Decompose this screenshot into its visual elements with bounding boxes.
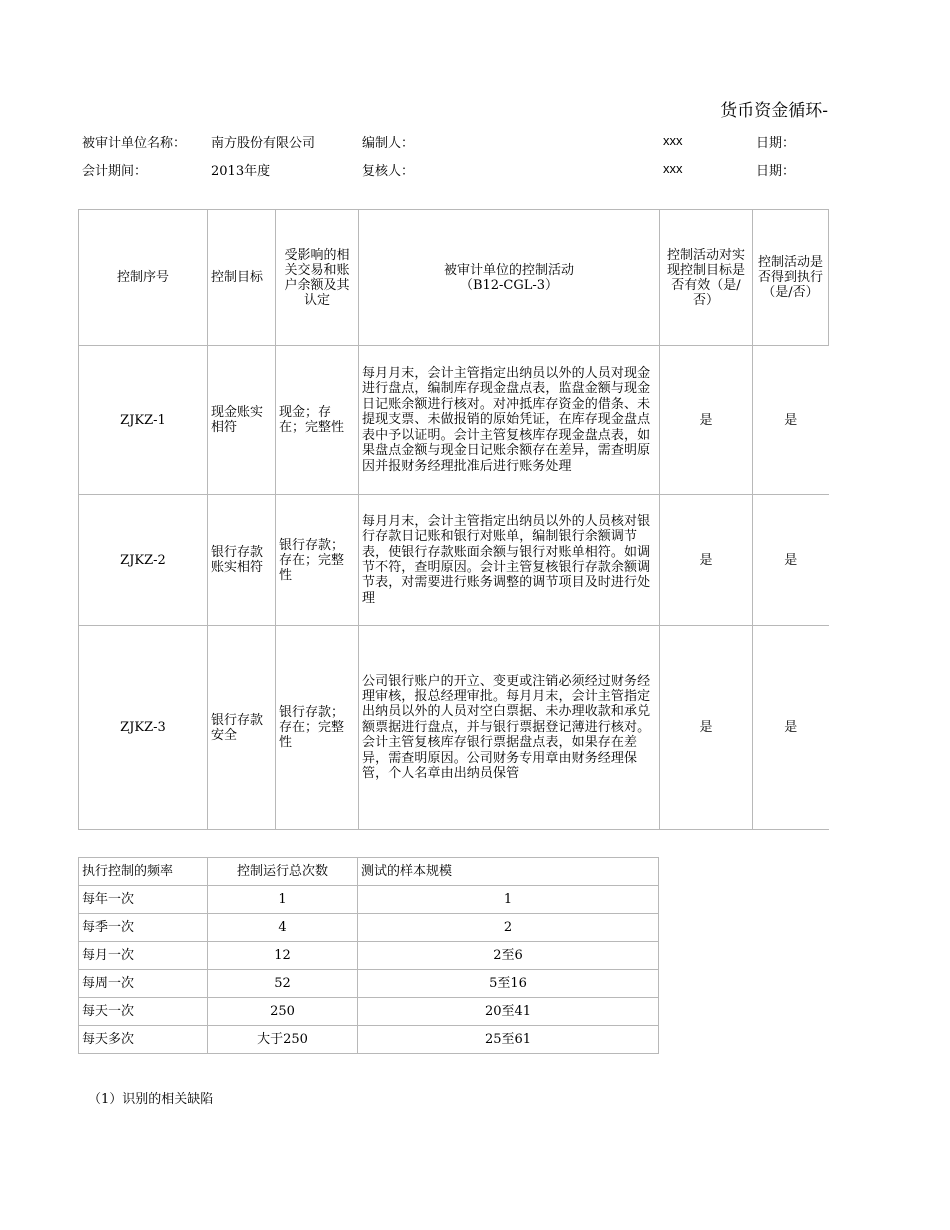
row-activity: 每月月末，会计主管指定出纳员以外的人员核对银行存款日记账和银行对账单，编制银行余额调节表，使银行存款账面余额与银行对账单相符。如调节不符，查明原因。会计主管复核银行存款余额调节表，对需要进行账务调整的调节项目及时进行处理 [359, 495, 660, 626]
freq-count: 250 [208, 998, 358, 1026]
freq-frequency: 每周一次 [79, 970, 208, 998]
freq-frequency: 每季一次 [79, 914, 208, 942]
row-seq: ZJKZ-2 [79, 495, 208, 626]
row-assertion: 银行存款；存在；完整性 [276, 495, 359, 626]
control-row [79, 495, 829, 626]
row-activity: 每月月末，会计主管指定出纳员以外的人员对现金进行盘点，编制库存现金盘点表，监盘金额与现金日记账余额进行核对。对冲抵库存资金的借条、未提现支票、未做报销的原始凭证，在库存现金盘点表中予以证明。会计主管复核库存现金盘点表，如果盘点金额与现金日记账余额存在差异，需查明原因并报财务经理批准后进行账务处理 [359, 346, 660, 495]
frequency-row [79, 1026, 659, 1054]
reviewer-value: xxx [663, 161, 683, 176]
freq-header-frequency: 执行控制的频率 [79, 858, 208, 886]
freq-header-count: 控制运行总次数 [208, 858, 358, 886]
freq-frequency: 每年一次 [79, 886, 208, 914]
freq-frequency: 每天多次 [79, 1026, 208, 1054]
freq-count: 52 [208, 970, 358, 998]
frequency-row [79, 914, 659, 942]
control-row [79, 626, 829, 830]
preparer-value: xxx [663, 133, 683, 148]
frequency-table [78, 857, 659, 1054]
freq-frequency: 每月一次 [79, 942, 208, 970]
row-effective: 是 [660, 626, 753, 830]
header-effective: 控制活动对实现控制目标是否有效（是/否） [660, 210, 753, 346]
header-objective: 控制目标 [208, 210, 276, 346]
header-activity-ref: （B12-CGL-3） [459, 277, 559, 293]
period-value: 2013年度 [211, 164, 271, 179]
row-objective: 现金账实相符 [208, 346, 276, 495]
header-seq: 控制序号 [79, 210, 208, 346]
row-assertion: 银行存款；存在；完整性 [276, 626, 359, 830]
control-table-header [79, 210, 829, 346]
header-activity-title: 被审计单位的控制活动 [443, 262, 574, 278]
header-executed: 控制活动是否得到执行（是/否） [753, 210, 829, 346]
freq-sample: 20至41 [358, 998, 659, 1026]
freq-sample: 25至61 [358, 1026, 659, 1054]
freq-count: 12 [208, 942, 358, 970]
header-assertion: 受影响的相关交易和账户余额及其认定 [276, 210, 359, 346]
row-executed: 是 [753, 626, 829, 830]
freq-count: 4 [208, 914, 358, 942]
control-table [78, 209, 829, 830]
header-activity [359, 210, 660, 346]
frequency-row [79, 970, 659, 998]
unit-label: 被审计单位名称： [82, 136, 187, 151]
freq-sample: 1 [358, 886, 659, 914]
freq-sample: 2至6 [358, 942, 659, 970]
freq-count: 大于250 [208, 1026, 358, 1054]
row-assertion: 现金；存在；完整性 [276, 346, 359, 495]
reviewer-label: 复核人： [362, 164, 415, 179]
row-activity: 公司银行账户的开立、变更或注销必须经过财务经理审核，报总经理审批。每月月末，会计主管指定出纳员以外的人员对空白票据、未办理收款和承兑额票据进行盘点，并与银行票据登记薄进行核对。会计主管复核库存银行票据盘点表，如果存在差异，需查明原因。公司财务专用章由财务经理保管，个人名章由出纳员保管 [359, 626, 660, 830]
document-title: 货币资金循环- [720, 101, 828, 121]
row-seq: ZJKZ-3 [79, 626, 208, 830]
freq-frequency: 每天一次 [79, 998, 208, 1026]
freq-header-sample: 测试的样本规模 [358, 858, 659, 886]
deficiency-note: （1）识别的相关缺陷 [88, 1092, 214, 1107]
row-executed: 是 [753, 346, 829, 495]
freq-sample: 2 [358, 914, 659, 942]
control-row [79, 346, 829, 495]
frequency-row [79, 942, 659, 970]
row-objective: 银行存款安全 [208, 626, 276, 830]
frequency-header [79, 858, 659, 886]
date-label-1: 日期： [756, 136, 796, 151]
freq-count: 1 [208, 886, 358, 914]
period-label: 会计期间： [82, 164, 148, 179]
row-objective: 银行存款账实相符 [208, 495, 276, 626]
row-seq: ZJKZ-1 [79, 346, 208, 495]
frequency-row [79, 886, 659, 914]
row-effective: 是 [660, 495, 753, 626]
frequency-row [79, 998, 659, 1026]
row-effective: 是 [660, 346, 753, 495]
freq-sample: 5至16 [358, 970, 659, 998]
date-label-2: 日期： [756, 164, 796, 179]
unit-value: 南方股份有限公司 [211, 136, 316, 151]
preparer-label: 编制人： [362, 136, 415, 151]
row-executed: 是 [753, 495, 829, 626]
